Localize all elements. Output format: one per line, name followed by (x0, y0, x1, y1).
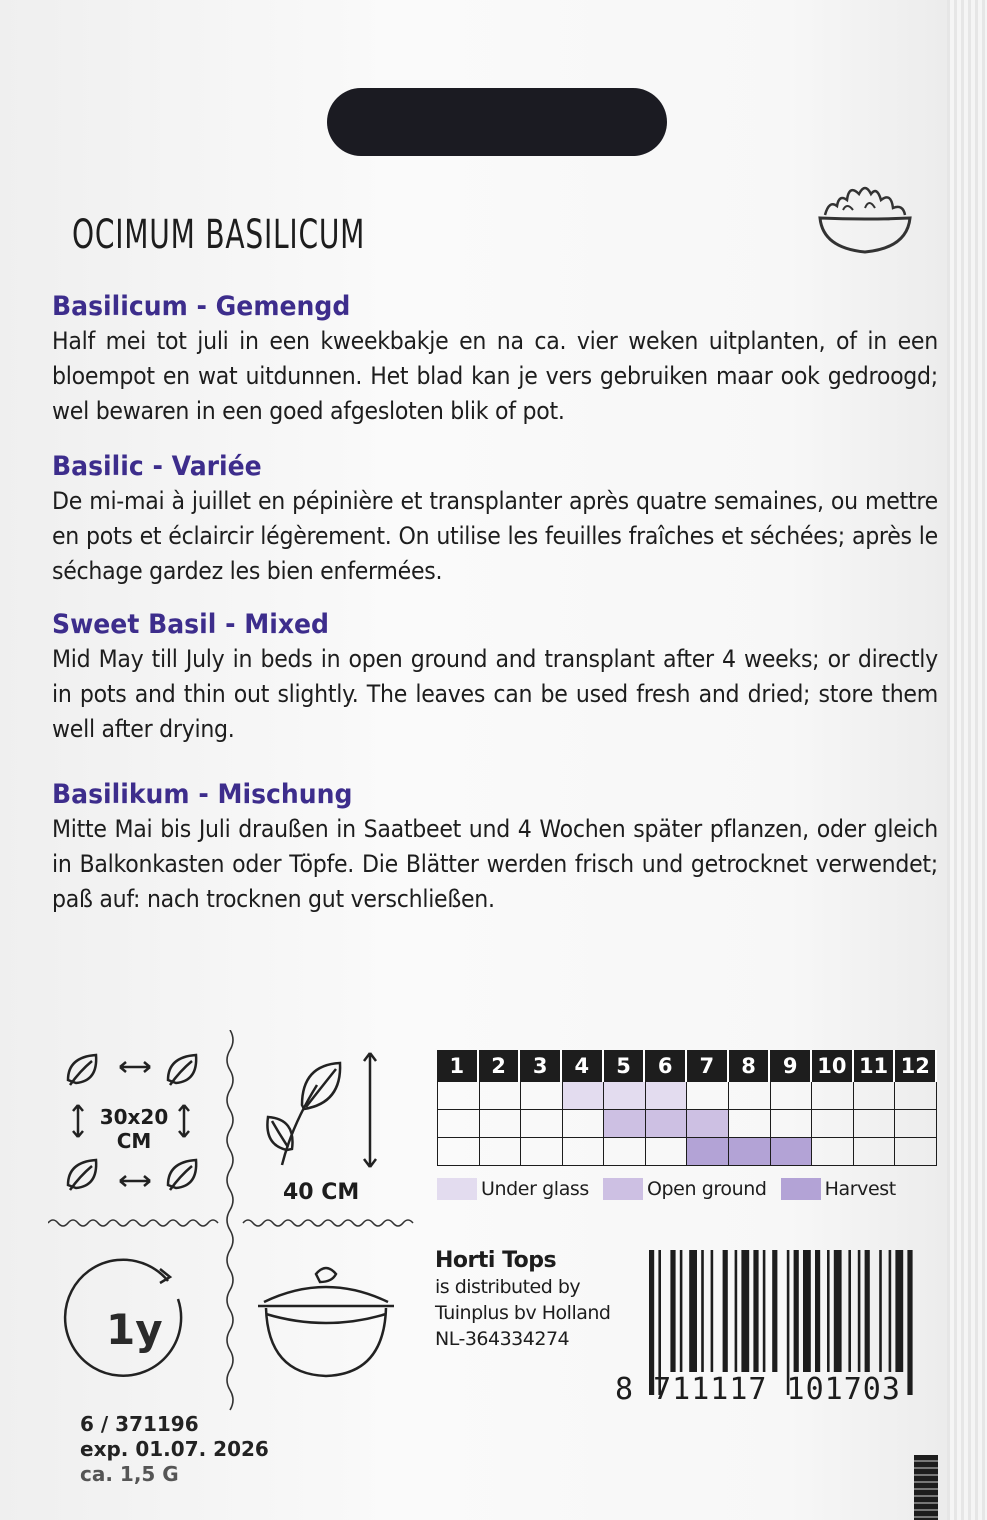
calendar-cell (771, 1082, 813, 1109)
section-dutch (52, 290, 938, 429)
calendar-cell (604, 1138, 646, 1165)
section-text: De mi-mai à juillet en pépinière et transplanter après quatre semaines, ou mettre en pots et éclaircir légèrement. On utilise les feuilles fraîches et séchées; après le séchage gardez les bien enfermées. (52, 487, 938, 585)
distributor-registration: NL-364334274 (435, 1328, 570, 1350)
expiry-date: exp. 01.07. 2026 (80, 1437, 269, 1461)
calendar-cell (854, 1082, 896, 1109)
legend-label: Harvest (824, 1178, 896, 1200)
calendar-cell (604, 1110, 646, 1137)
month-6: 6 (645, 1050, 687, 1082)
calendar-row-open-ground (437, 1110, 937, 1138)
calendar-cell (437, 1138, 480, 1165)
calendar-months (437, 1050, 937, 1082)
month-7: 7 (687, 1050, 729, 1082)
spacing-unit: CM (116, 1129, 152, 1153)
section-text: Mitte Mai bis Juli draußen in Saatbeet und 4 Wochen später pflanzen, oder gleich in Balkonkasten oder Töpfe. Die Blätter werden frisch und getrocknet verwendet; paß auf: nach trocknen gut verschließen. (52, 815, 938, 913)
calendar-cell (895, 1082, 937, 1109)
calendar-row-harvest (437, 1138, 937, 1166)
month-1: 1 (437, 1050, 479, 1082)
barcode-bar (858, 1250, 861, 1372)
month-4: 4 (562, 1050, 604, 1082)
distributor-info (435, 1248, 610, 1352)
calendar-legend (437, 1178, 937, 1200)
distributor-line: is distributed by (435, 1276, 581, 1298)
month-3: 3 (520, 1050, 562, 1082)
pot-icon (256, 1262, 396, 1382)
calendar-cell (646, 1110, 688, 1137)
lot-info (80, 1412, 269, 1487)
calendar-cell (646, 1082, 688, 1109)
month-5: 5 (604, 1050, 646, 1082)
calendar-cell (895, 1138, 937, 1165)
calendar-cell (854, 1110, 896, 1137)
calendar-cell (604, 1082, 646, 1109)
section-title: Basilicum - Gemengd (52, 291, 351, 322)
spacing-value (96, 1105, 172, 1153)
barcode-bar (879, 1250, 882, 1372)
calendar-cell (729, 1110, 771, 1137)
section-french (52, 450, 938, 589)
barcode-bar (834, 1250, 842, 1372)
barcode-bar (735, 1250, 738, 1372)
calendar-row-under-glass (437, 1082, 937, 1110)
calendar-cell (854, 1138, 896, 1165)
calendar-cell (687, 1082, 729, 1109)
calendar-cell (480, 1082, 522, 1109)
calendar-cell (521, 1138, 563, 1165)
section-title: Basilikum - Mischung (52, 779, 353, 810)
legend-open-ground (603, 1178, 767, 1200)
barcode-bar (711, 1250, 714, 1372)
barcode-bar (865, 1250, 870, 1372)
month-8: 8 (729, 1050, 771, 1082)
plant-height-icon (262, 1045, 382, 1175)
calendar-cell (646, 1138, 688, 1165)
barcode-bar (753, 1250, 758, 1372)
print-mark (914, 1455, 938, 1520)
calendar-cell (563, 1138, 605, 1165)
calendar-cell (437, 1110, 480, 1137)
barcode-bar (741, 1250, 749, 1372)
calendar-cell (687, 1138, 729, 1165)
calendar-cell (480, 1110, 522, 1137)
calendar-cell (563, 1082, 605, 1109)
calendar-cell (771, 1138, 813, 1165)
calendar-cell (729, 1082, 771, 1109)
section-title: Sweet Basil - Mixed (52, 609, 330, 640)
section-text: Mid May till July in beds in open ground and transplant after 4 weeks; or directly in pots and thin out slightly. The leaves can be used fresh and dried; store them well after drying. (52, 645, 938, 743)
barcode-bar (848, 1250, 851, 1372)
legend-label: Open ground (646, 1178, 767, 1200)
lifespan-value: 1y (106, 1305, 163, 1354)
barcode-bar (815, 1250, 820, 1372)
salad-bowl-icon (815, 180, 915, 262)
month-12: 12 (895, 1050, 937, 1082)
barcode-bar (772, 1250, 777, 1372)
calendar-cell (480, 1138, 522, 1165)
calendar-cell (563, 1110, 605, 1137)
section-german (52, 778, 938, 917)
month-2: 2 (479, 1050, 521, 1082)
calendar-cell (437, 1082, 480, 1109)
month-11: 11 (854, 1050, 896, 1082)
barcode-bar (895, 1250, 903, 1372)
section-english (52, 608, 938, 747)
section-text: Half mei tot juli in een kweekbakje en na ca. vier weken uitplanten, of in een bloempot en wat uitdunnen. Het blad kan je vers gebruiken maar ook gedroogd; wel bewaren in een goed afgesloten blik of pot. (52, 327, 938, 425)
spacing-dimensions: 30x20 (99, 1105, 169, 1129)
barcode-number: 8 711117 101703 (615, 1372, 901, 1407)
legend-swatch (603, 1178, 643, 1200)
barcode-bar (907, 1250, 912, 1395)
legend-swatch (437, 1178, 477, 1200)
calendar-cell (521, 1110, 563, 1137)
barcode-bar (723, 1250, 728, 1372)
barcode-bar (889, 1250, 892, 1372)
barcode-bar (794, 1250, 799, 1372)
latin-name-title: OCIMUM BASILICUM (72, 212, 366, 258)
barcode-bar (763, 1250, 766, 1372)
legend-harvest (781, 1178, 896, 1200)
month-10: 10 (812, 1050, 854, 1082)
calendar-cell (521, 1082, 563, 1109)
calendar-cell (812, 1110, 854, 1137)
barcode-bar (827, 1250, 830, 1372)
calendar-cell (812, 1082, 854, 1109)
barcode-bar (680, 1250, 683, 1372)
divider-horizontal (48, 1215, 418, 1231)
brand-name: Horti Tops (435, 1248, 557, 1273)
calendar-cell (812, 1138, 854, 1165)
calendar-cell (687, 1110, 729, 1137)
sowing-calendar (437, 1050, 937, 1166)
legend-swatch (781, 1178, 821, 1200)
packet-seam (947, 0, 987, 1520)
legend-under-glass (437, 1178, 589, 1200)
lot-code: 6 / 371196 (80, 1412, 199, 1436)
month-9: 9 (770, 1050, 812, 1082)
distributor-company: Tuinplus bv Holland (435, 1302, 611, 1324)
seed-weight: ca. 1,5 G (80, 1462, 179, 1486)
calendar-cell (771, 1110, 813, 1137)
legend-label: Under glass (481, 1178, 589, 1200)
barcode-bar (701, 1250, 704, 1372)
section-title: Basilic - Variée (52, 451, 262, 482)
barcode-bar (670, 1250, 675, 1372)
hang-slot (327, 88, 667, 156)
barcode-bar (689, 1250, 697, 1372)
barcode-bar (803, 1250, 811, 1372)
height-value: 40 CM (283, 1180, 360, 1205)
calendar-cell (729, 1138, 771, 1165)
calendar-cell (895, 1110, 937, 1137)
